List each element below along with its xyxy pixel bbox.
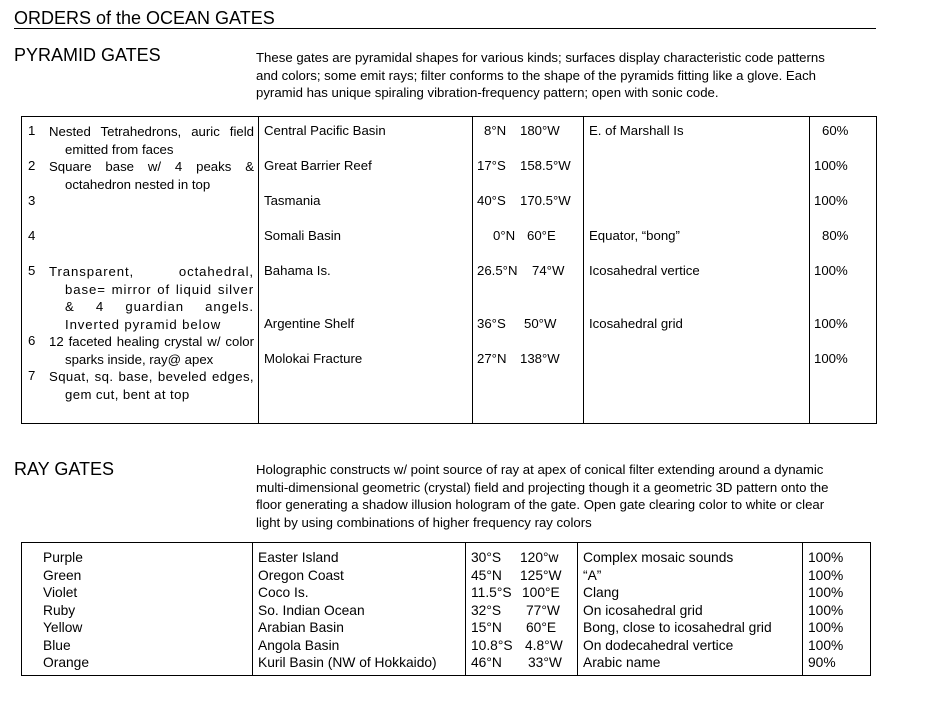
table-row [22,262,876,280]
latitude-cell: 0°N [493,228,516,243]
row-number: 1 [28,123,36,138]
location-cell: Molokai Fracture [264,351,363,366]
location-cell: Kuril Basin (NW of Hokkaido) [258,655,437,670]
note-cell: On dodecahedral vertice [583,637,734,653]
table-row [22,192,876,210]
latitude-cell: 45°N [471,567,502,583]
percent-cell: 100% [814,263,848,278]
longitude-cell: 60°E [526,620,557,635]
table-row [22,567,870,585]
longitude-cell: 4.8°W [525,637,563,653]
table-row [22,315,876,333]
table-row [22,654,870,672]
color-cell: Blue [43,637,71,653]
percent-cell: 100% [814,316,848,331]
location-cell: Argentine Shelf [264,316,355,331]
row-number: 2 [28,158,36,173]
latitude-cell: 8°N [484,123,507,138]
note-cell: Equator, “bong” [589,228,680,243]
row-number: 6 [28,333,36,348]
pyramid-description-line: and colors; some emit rays; filter conforms to the shape of the pyramids fitting like a glove. Each [256,67,816,83]
location-cell: Coco Is. [258,585,309,600]
ray-description-line: multi-dimensional geometric (crystal) field and projecting though it a geometric 3D pattern onto the [256,479,829,495]
color-cell: Violet [43,585,78,600]
latitude-cell: 36°S [477,316,506,331]
shape-description: Square base w/ 4 peaks & octahedron nested in top [49,159,254,192]
latitude-cell: 26.5°N [477,263,518,278]
note-cell: On icosahedral grid [583,602,703,618]
shape-description: Nested Tetrahedrons, auric field emitted from faces [49,124,254,157]
note-cell: Bong, close to icosahedral grid [583,620,772,635]
ray-description-line: light by using combinations of higher frequency ray colors [256,514,592,530]
table-row [22,227,876,245]
longitude-cell: 125°W [520,567,562,583]
row-number: 5 [28,263,36,278]
pyramid-description-line: pyramid has unique spiraling vibration-frequency pattern; open with sonic code. [256,85,719,100]
latitude-cell: 46°N [471,655,502,670]
color-cell: Green [43,567,82,583]
longitude-cell: 60°E [527,228,556,243]
longitude-cell: 180°W [520,123,560,138]
color-cell: Yellow [43,620,83,635]
row-number: 4 [28,228,36,243]
row-number: 3 [28,193,36,208]
latitude-cell: 40°S [477,193,506,208]
note-cell: Clang [583,585,620,600]
percent-cell: 60% [822,123,849,138]
percent-cell: 100% [814,351,848,366]
page-title: ORDERS of the OCEAN GATES [14,8,876,29]
note-cell: Icosahedral grid [589,316,683,331]
ray-gates-heading: RAY GATES [14,459,115,479]
longitude-cell: 158.5°W [520,158,571,173]
table-row [22,157,876,175]
location-cell: So. Indian Ocean [258,602,365,618]
ray-gates-description [256,461,921,531]
pyramid-gates-heading: PYRAMID GATES [14,45,161,65]
percent-cell: 90% [808,655,836,670]
color-cell: Orange [43,655,90,670]
note-cell: “A” [583,567,602,583]
table-row [22,584,870,602]
latitude-cell: 11.5°S [471,585,512,600]
table-row [22,549,870,567]
table-row [22,122,876,140]
shape-description: 12 faceted healing crystal w/ color sparks inside, ray@ apex [49,334,254,367]
location-cell: Oregon Coast [258,567,344,583]
location-cell: Angola Basin [258,637,340,653]
location-cell: Great Barrier Reef [264,158,372,173]
ray-description-line: floor generating a shadow illusion hologram of the gate. Open gate clearing color to white or clear [256,497,825,512]
percent-cell: 80% [822,228,849,243]
latitude-cell: 32°S [471,602,502,618]
location-cell: Bahama Is. [264,263,331,278]
longitude-cell: 77°W [526,602,560,618]
table-row [22,350,876,368]
pyramid-gates-description [256,49,916,102]
latitude-cell: 15°N [471,620,502,635]
latitude-cell: 27°N [477,351,507,366]
table-row [22,637,870,655]
row-number: 7 [28,368,36,383]
note-cell: E. of Marshall Is [589,123,684,138]
longitude-cell: 74°W [532,263,565,278]
percent-cell: 100% [808,602,844,618]
longitude-cell: 33°W [528,655,562,670]
location-cell: Central Pacific Basin [264,123,386,138]
location-cell: Somali Basin [264,228,341,243]
percent-cell: 100% [808,567,844,583]
latitude-cell: 30°S [471,550,502,565]
table-row [22,602,870,620]
color-cell: Ruby [43,602,76,618]
percent-cell: 100% [808,585,844,600]
longitude-cell: 170.5°W [520,193,571,208]
note-cell: Icosahedral vertice [589,263,700,278]
latitude-cell: 10.8°S [471,637,513,653]
note-cell: Complex mosaic sounds [583,550,734,565]
note-cell: Arabic name [583,655,661,670]
percent-cell: 100% [814,193,848,208]
longitude-cell: 138°W [520,351,560,366]
latitude-cell: 17°S [477,158,506,173]
percent-cell: 100% [808,637,844,653]
pyramid-gates-table [21,116,877,424]
percent-cell: 100% [814,158,848,173]
longitude-cell: 120°w [520,550,559,565]
location-cell: Tasmania [264,193,321,208]
color-cell: Purple [43,550,83,565]
location-cell: Arabian Basin [258,620,344,635]
percent-cell: 100% [808,550,844,565]
ray-description-line: Holographic constructs w/ point source of ray at apex of conical filter extending around a dynamic [256,462,824,477]
shape-description: Transparent, octahedral, base= mirror of liquid silver & 4 guardian angels. Inverted pyramid below [49,264,254,332]
ray-gates-table [21,542,871,676]
location-cell: Easter Island [258,550,339,565]
table-row [22,619,870,637]
percent-cell: 100% [808,620,844,635]
longitude-cell: 100°E [522,585,560,600]
pyramid-description-line: These gates are pyramidal shapes for various kinds; surfaces display characteristic code patterns [256,50,825,65]
shape-description: Squat, sq. base, beveled edges, gem cut, bent at top [49,369,254,402]
longitude-cell: 50°W [524,316,557,331]
